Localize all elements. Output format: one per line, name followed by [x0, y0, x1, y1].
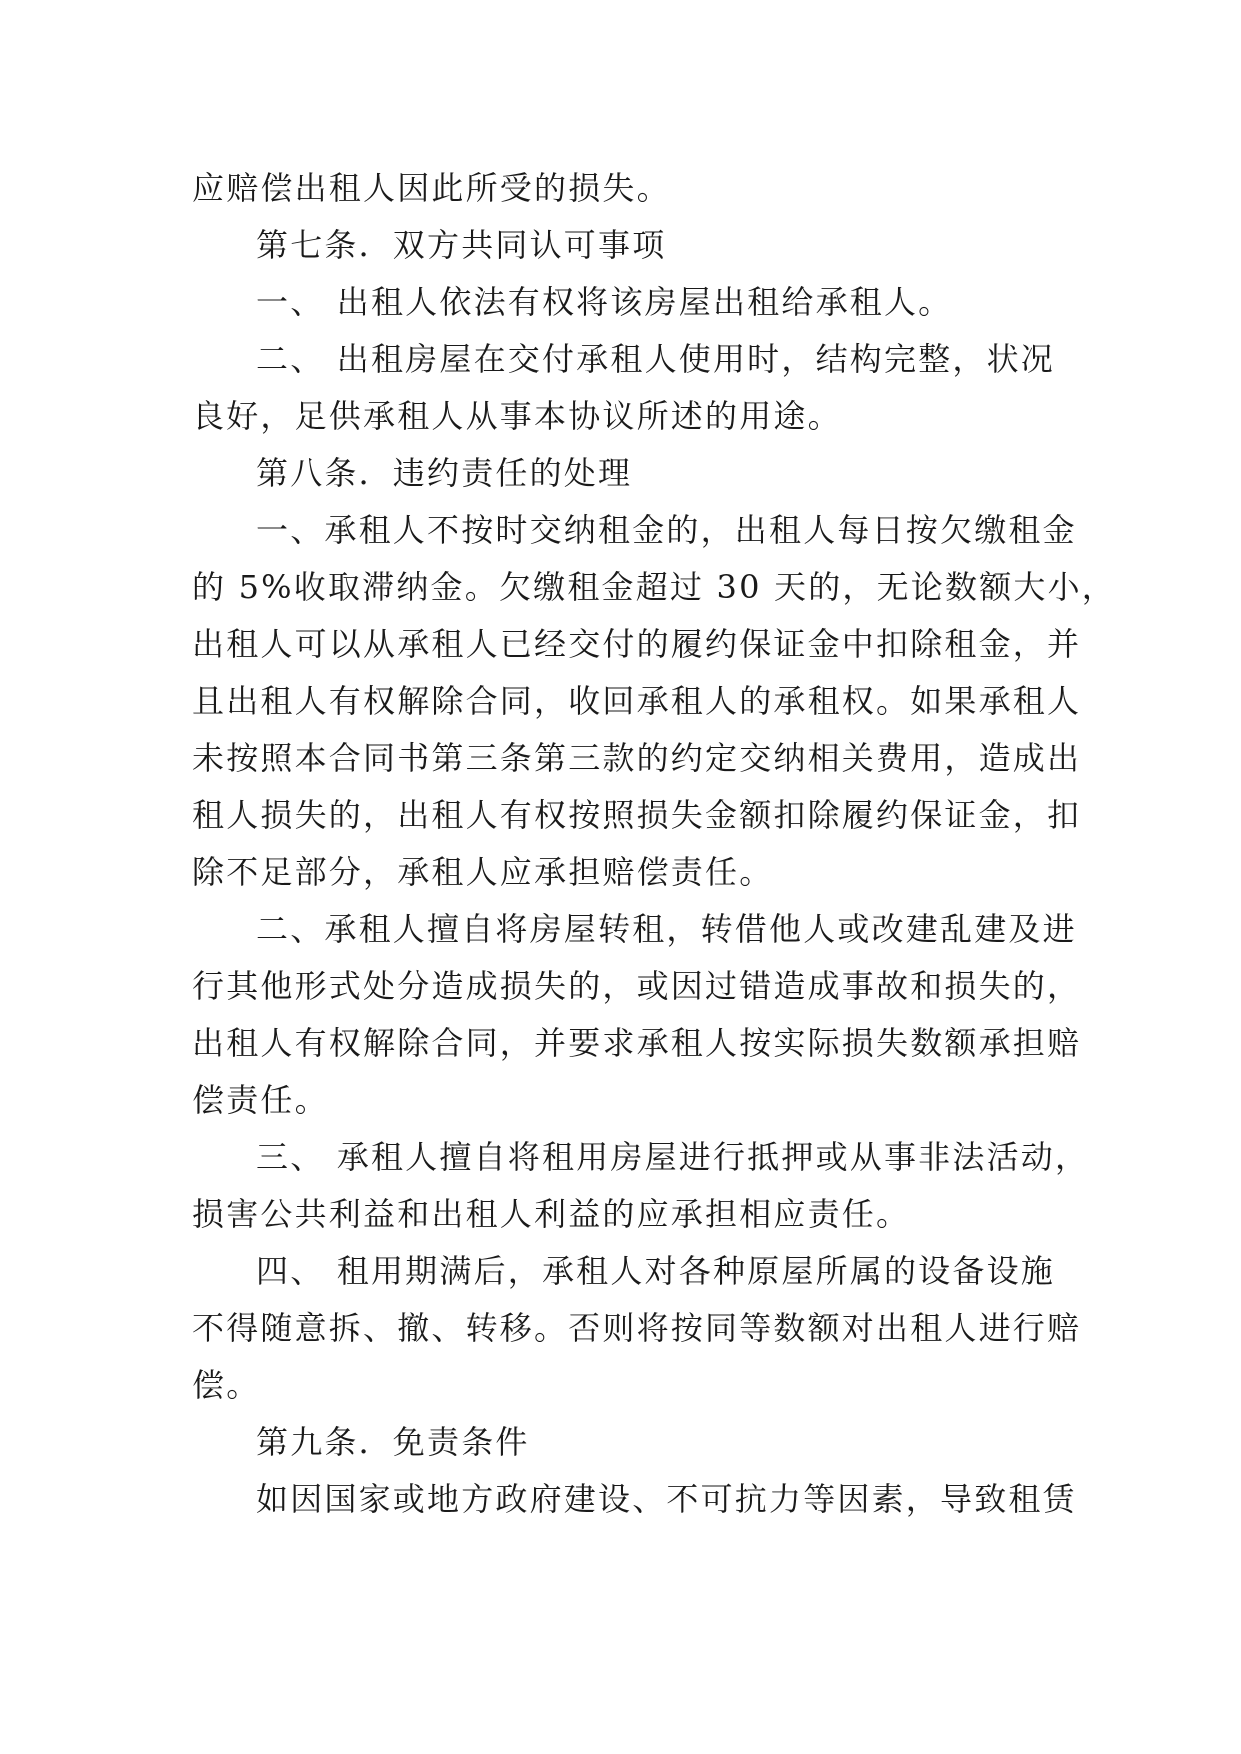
- text-line: 且出租人有权解除合同，收回承租人的承租权。如果承租人: [192, 682, 1082, 720]
- text-line: 如因国家或地方政府建设、不可抗力等因素，导致租赁: [256, 1480, 1077, 1518]
- text-line: 良好，足供承租人从事本协议所述的用途。: [192, 397, 842, 435]
- text-line: 三、 承租人擅自将租用房屋进行抵押或从事非法活动，: [256, 1138, 1090, 1176]
- text-line: 不得随意拆、撤、转移。否则将按同等数额对出租人进行赔: [192, 1309, 1082, 1347]
- text-line: 偿责任。: [192, 1081, 329, 1119]
- text-line: 出租人有权解除合同，并要求承租人按实际损失数额承担赔: [192, 1024, 1082, 1062]
- text-line: 四、 租用期满后，承租人对各种原屋所属的设备设施: [256, 1252, 1055, 1290]
- text-line: 租人损失的，出租人有权按照损失金额扣除履约保证金，扣: [192, 796, 1082, 834]
- text-line: 二、 出租房屋在交付承租人使用时，结构完整，状况: [256, 340, 1055, 378]
- section-heading: 第九条．免责条件: [256, 1423, 530, 1461]
- text-line: 偿。: [192, 1366, 261, 1404]
- text-line: 一、承租人不按时交纳租金的，出租人每日按欠缴租金: [256, 511, 1077, 549]
- text-line: 除不足部分，承租人应承担赔偿责任。: [192, 853, 774, 891]
- text-line: 一、 出租人依法有权将该房屋出租给承租人。: [256, 283, 953, 321]
- section-heading: 第七条．双方共同认可事项: [256, 226, 667, 264]
- text-line: 损害公共利益和出租人利益的应承担相应责任。: [192, 1195, 911, 1233]
- section-heading: 第八条．违约责任的处理: [256, 454, 633, 492]
- text-line: 的 5%收取滞纳金。欠缴租金超过 30 天的，无论数额大小，: [192, 568, 1117, 606]
- text-line: 应赔偿出租人因此所受的损失。: [192, 169, 671, 207]
- text-line: 出租人可以从承租人已经交付的履约保证金中扣除租金，并: [192, 625, 1082, 663]
- text-line: 行其他形式处分造成损失的，或因过错造成事故和损失的，: [192, 967, 1082, 1005]
- text-line: 二、承租人擅自将房屋转租，转借他人或改建乱建及进: [256, 910, 1077, 948]
- text-line: 未按照本合同书第三条第三款的约定交纳相关费用，造成出: [192, 739, 1082, 777]
